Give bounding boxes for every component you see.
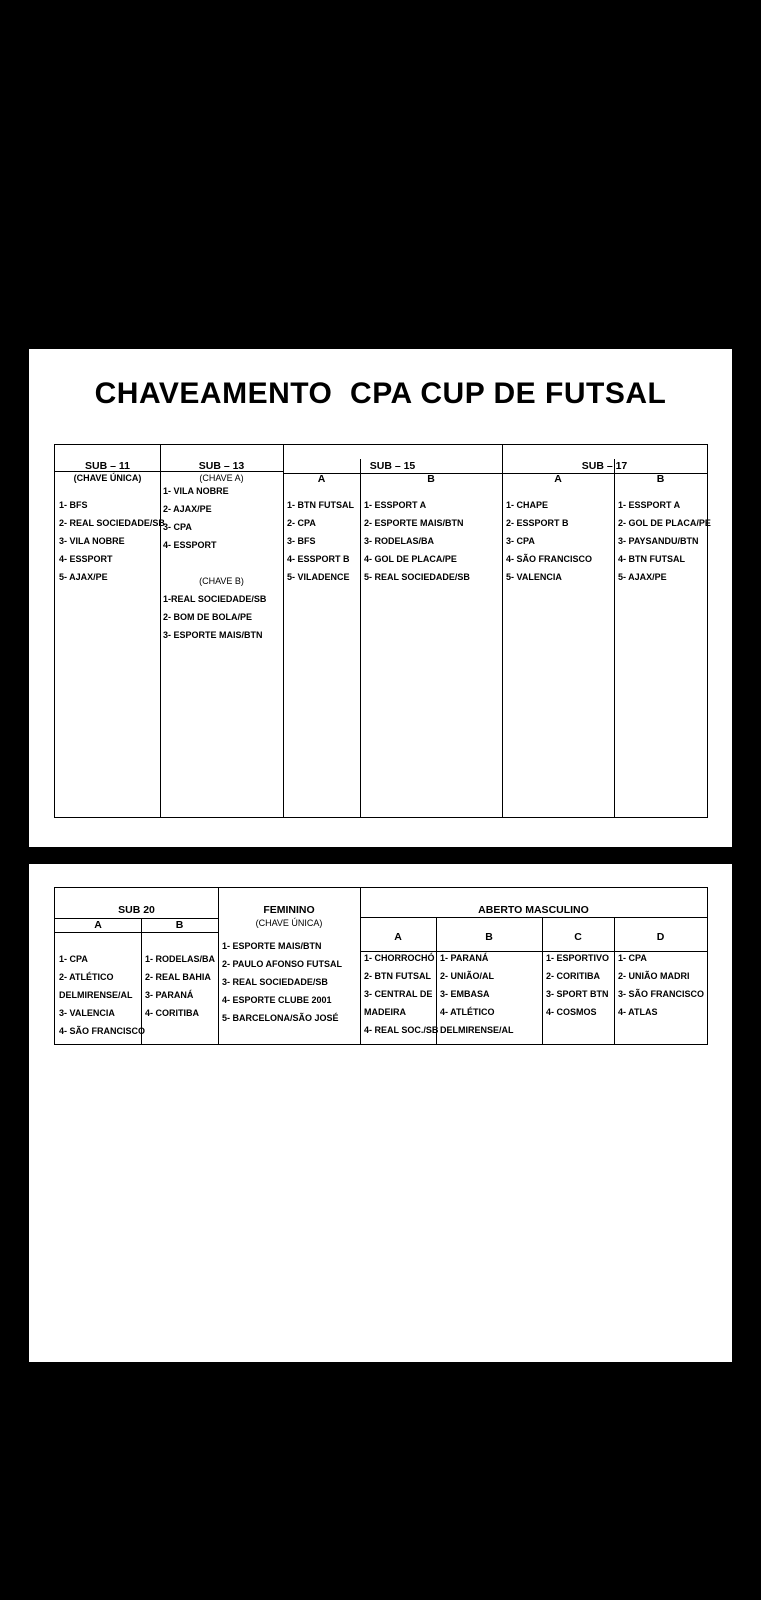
list-item: 1- PARANÁ	[440, 953, 489, 963]
list-item: 2- ESSPORT B	[506, 518, 569, 528]
sub15-header: SUB – 15	[369, 460, 416, 472]
list-item: 1- CPA	[59, 954, 88, 964]
list-item: 3- REAL SOCIEDADE/SB	[222, 977, 328, 987]
list-item: 5- VILADENCE	[287, 572, 350, 582]
bracket-table-1	[54, 444, 711, 818]
list-item: 2- CORITIBA	[546, 971, 600, 981]
bracket-page-1	[29, 349, 732, 847]
list-item: 2- UNIÃO MADRI	[618, 971, 690, 981]
list-item: 1- CPA	[618, 953, 647, 963]
list-item: 1- VILA NOBRE	[163, 486, 229, 496]
sub13-note-a: (CHAVE A)	[199, 473, 244, 483]
sub11-header: SUB – 11	[85, 460, 130, 472]
list-item: 3- RODELAS/BA	[364, 536, 435, 546]
sub13-header: SUB – 13	[198, 460, 245, 472]
sub17-label-b: B	[656, 473, 665, 485]
list-item: 2- BTN FUTSAL	[364, 971, 431, 981]
list-item: 4- ESSPORT	[59, 554, 113, 564]
list-item: 1- ESPORTIVO	[546, 953, 610, 963]
list-item: 2- GOL DE PLACA/PE	[618, 518, 711, 528]
list-item: 5- VALENCIA	[506, 572, 562, 582]
list-item: 3- EMBASA	[440, 989, 490, 999]
list-item: 2- REAL SOCIEDADE/SB	[59, 518, 165, 528]
list-item: 4- SÃO FRANCISCO	[59, 1026, 146, 1036]
list-item: 2- ATLÉTICO	[59, 972, 114, 982]
list-item: 4- CORITIBA	[145, 1008, 199, 1018]
list-item: 4- SÃO FRANCISCO	[506, 554, 593, 564]
sub13-note-b: (CHAVE B)	[199, 576, 244, 586]
bracket-page-2	[29, 864, 732, 1362]
sub20-label-b: B	[175, 919, 184, 931]
page-title: CHAVEAMENTO CPA CUP DE FUTSAL	[94, 377, 667, 410]
list-item: 5- AJAX/PE	[618, 572, 667, 582]
list-item: 3- PARANÁ	[145, 990, 194, 1000]
list-item: 3- SÃO FRANCISCO	[618, 989, 705, 999]
bracket-table-2	[54, 887, 708, 1045]
list-item: 5- BARCELONA/SÃO JOSÉ	[222, 1013, 339, 1023]
list-item: 4- ATLÉTICO	[440, 1007, 495, 1017]
list-item: 1- ESPORTE MAIS/BTN	[222, 941, 322, 951]
aberto-label-c: C	[574, 931, 582, 943]
list-item: 3- VALENCIA	[59, 1008, 115, 1018]
list-item: 4- ATLAS	[618, 1007, 658, 1017]
list-item: 4- ESSPORT	[163, 540, 217, 550]
list-item: 3- BFS	[287, 536, 316, 546]
list-item: 2- UNIÃO/AL	[440, 971, 494, 981]
list-item: 2- AJAX/PE	[163, 504, 212, 514]
sub15-label-b: B	[427, 473, 435, 485]
aberto-label-b: B	[485, 931, 493, 943]
list-item: 4- REAL SOC./SB	[364, 1025, 439, 1035]
list-item: 1- BTN FUTSAL	[287, 500, 354, 510]
list-item: MADEIRA	[364, 1007, 406, 1017]
aberto-label-a: A	[394, 931, 402, 943]
list-item: 1-REAL SOCIEDADE/SB	[163, 594, 267, 604]
list-item: 2- ESPORTE MAIS/BTN	[364, 518, 464, 528]
list-item: 2- REAL BAHIA	[145, 972, 211, 982]
list-item: 4- COSMOS	[546, 1007, 597, 1017]
sub20-header: SUB 20	[118, 904, 155, 916]
list-item: 1- BFS	[59, 500, 88, 510]
list-item: 2- PAULO AFONSO FUTSAL	[222, 959, 342, 969]
feminino-note: (CHAVE ÚNICA)	[255, 918, 323, 928]
list-item: 1- ESSPORT A	[364, 500, 427, 510]
list-item: 1- RODELAS/BA	[145, 954, 216, 964]
sub17-label-a: A	[554, 473, 562, 485]
aberto-header: ABERTO MASCULINO	[478, 904, 589, 916]
sub15-label-a: A	[317, 473, 326, 485]
list-item: 3- PAYSANDU/BTN	[618, 536, 699, 546]
list-item: 2- BOM DE BOLA/PE	[163, 612, 253, 622]
list-item: 4- ESPORTE CLUBE 2001	[222, 995, 332, 1005]
list-item: 2- CPA	[287, 518, 316, 528]
list-item: 3- ESPORTE MAIS/BTN	[163, 630, 263, 640]
sub17-header: SUB – 17	[581, 460, 628, 472]
feminino-header: FEMININO	[263, 904, 315, 916]
sub11-note: (CHAVE ÚNICA)	[73, 473, 142, 483]
list-item: 4- ESSPORT B	[287, 554, 350, 564]
list-item: 3- VILA NOBRE	[59, 536, 125, 546]
list-item: 3- CPA	[506, 536, 535, 546]
list-item: DELMIRENSE/AL	[59, 990, 133, 1000]
list-item: DELMIRENSE/AL	[440, 1025, 514, 1035]
list-item: 1- ESSPORT A	[618, 500, 681, 510]
list-item: 4- BTN FUTSAL	[618, 554, 685, 564]
list-item: 1- CHAPE	[506, 500, 549, 510]
list-item: 1- CHORROCHÓ	[364, 953, 435, 963]
list-item: 5- REAL SOCIEDADE/SB	[364, 572, 470, 582]
list-item: 5- AJAX/PE	[59, 572, 108, 582]
list-item: 4- GOL DE PLACA/PE	[364, 554, 457, 564]
list-item: 3- CPA	[163, 522, 192, 532]
aberto-label-d: D	[656, 931, 665, 943]
list-item: 3- CENTRAL DE	[364, 989, 433, 999]
list-item: 3- SPORT BTN	[546, 989, 609, 999]
sub20-label-a: A	[94, 919, 102, 931]
